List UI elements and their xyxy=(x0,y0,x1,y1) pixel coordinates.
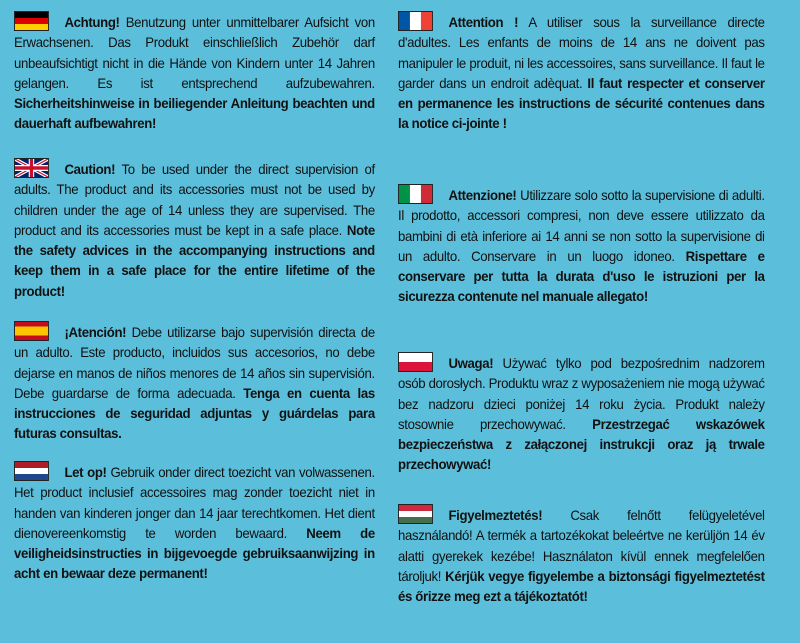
warning-body: Utilizzare solo sotto la supervisione di adulti. Il prodotto, accessori compresi, non deve essere utilizzato da bambini di età inferiore ai 14 anni se non sotto la supervisione di un adulto. Conservare in un luogo idoneo. xyxy=(398,188,765,264)
warning-block-en xyxy=(14,158,375,302)
italy-flag-icon xyxy=(398,184,433,204)
warning-block-de xyxy=(14,11,375,135)
warning-heading: ¡Atención! xyxy=(64,325,127,340)
warning-emphasis: Kérjük vegye figyelembe a biztonsági figyelmeztetést és őrizze meg ezt a tájékoztatót! xyxy=(398,568,765,605)
warning-body: Gebruik onder direct toezicht van volwassenen. Het product inclusief accessoires mag zonder toezicht niet in handen van kinderen jonger dan 14 jaar terechtkomen. Het dient dienovereenkomstig te worden bewaard. xyxy=(14,465,375,541)
warning-block-hu xyxy=(398,504,765,607)
warning-emphasis: Sicherheitshinweise in beiliegender Anleitung beachten und dauerhaft aufbewahren! xyxy=(14,96,375,132)
warning-heading: Achtung! xyxy=(64,15,120,30)
hungary-flag-icon xyxy=(398,504,433,524)
warning-heading: Caution! xyxy=(64,162,116,177)
netherlands-flag-icon xyxy=(14,461,49,481)
germany-flag-icon xyxy=(14,11,49,31)
warning-emphasis: Note the safety advices in the accompanying instructions and keep them in a safe place for the entire lifetime of the product! xyxy=(14,222,375,299)
warning-body: Używać tylko pod bezpośrednim nadzorem osób dorosłych. Produktu wraz z wyposażeniem nie mogą używać bez nadzoru dzieci poniżej 14 roku życia. Produkt należy stosownie przechowywać. xyxy=(398,356,765,432)
warning-emphasis: Rispettare e conservare per tutta la durata d'uso le istruzioni per la sicurezza contenute nel manuale allegato! xyxy=(398,248,765,305)
warning-block-pl xyxy=(398,352,765,476)
warning-block-es xyxy=(14,321,375,445)
france-flag-icon xyxy=(398,11,433,31)
warning-body: A utiliser sous la surveillance directe d'adultes. Les enfants de moins de 14 ans ne doivent pas manipuler le produit, ni les accessoires, sans surveillance. Il faut le garder dans un endroit adèquat. xyxy=(398,15,765,91)
warning-body: Benutzung unter unmittelbarer Aufsicht von Erwachsenen. Das Produkt einschließlich Zubehör darf unbeaufsichtigt nicht in die Hände von Kindern unter 14 Jahren gelangen. Es ist entsprechend aufzubewahren. xyxy=(14,15,375,91)
warning-emphasis: Il faut respecter et conserver en permanence les instructions de sécurité contenues dans la notice ci-jointe ! xyxy=(398,75,765,132)
warning-block-fr xyxy=(398,11,765,135)
warning-body: To be used under the direct supervision of adults. The product and its accessories must not be used by children under the age of 14 unless they are supervised. The product and its accessories must be kept in a safe place. xyxy=(14,162,375,238)
poland-flag-icon xyxy=(398,352,433,372)
warning-body: Debe utilizarse bajo supervisión directa de un adulto. Este producto, incluidos sus accesorios, no debe dejarse en manos de niños menores de 14 años sin supervisión. Debe guardarse de forma adecuada. xyxy=(14,325,375,401)
warning-emphasis: Przestrzegać wskazówek bezpieczeństwa z załączonej instrukcji oraz ją trwale przechowywać! xyxy=(398,416,765,473)
uk-flag-icon xyxy=(14,158,49,178)
warning-body: Csak felnőtt felügyeletével használandó! A termék a tartozékokat beleértve ne kerüljön 14 év alatti gyerekek kezébe! Használaton kívül ennek megfelelően tároljuk! xyxy=(398,508,765,584)
spain-flag-icon xyxy=(14,321,49,341)
warning-heading: Attenzione! xyxy=(448,188,517,203)
warning-emphasis: Neem de veiligheidsinstructies in bijgevoegde gebruiksaanwijzing in acht en bewaar deze permanent! xyxy=(14,525,375,582)
warning-heading: Figyelmeztetés! xyxy=(448,508,543,523)
warning-emphasis: Tenga en cuenta las instrucciones de seguridad adjuntas y guárdelas para futuras consultas. xyxy=(14,385,375,442)
warning-heading: Attention ! xyxy=(448,15,519,30)
warning-heading: Uwaga! xyxy=(448,356,494,371)
warning-block-it xyxy=(398,184,765,308)
warning-heading: Let op! xyxy=(64,465,107,480)
warning-block-nl xyxy=(14,461,375,585)
